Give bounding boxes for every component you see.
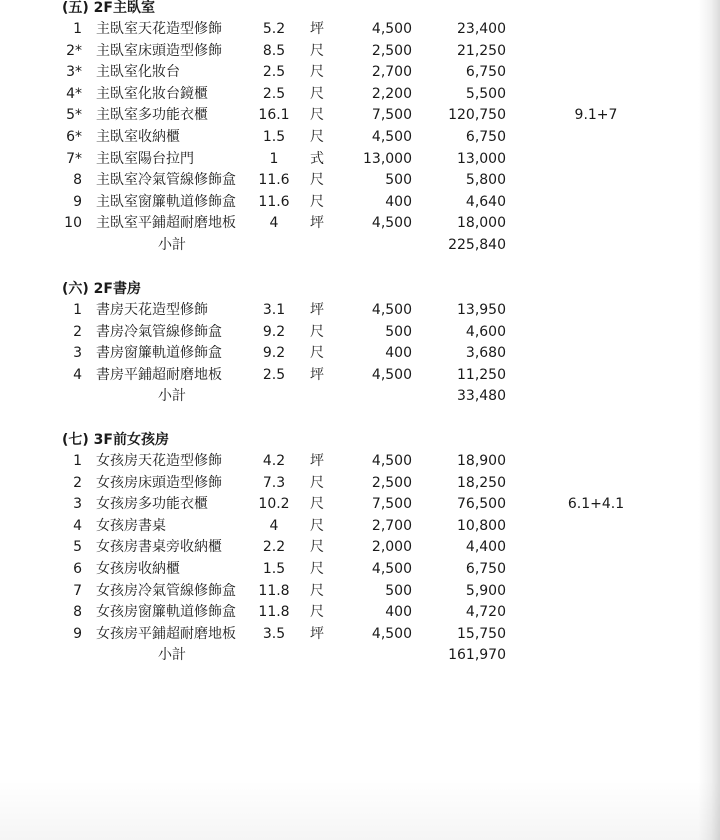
item-name: 書房天花造型修飾 xyxy=(96,302,208,318)
item-unit-price: 500 xyxy=(385,582,412,599)
item-unit-price: 7,500 xyxy=(371,496,412,513)
subtotal-row xyxy=(0,235,720,257)
subtotal-label: 小計 xyxy=(158,236,186,253)
item-unit: 尺 xyxy=(310,474,324,491)
item-number: 8 xyxy=(73,604,82,621)
subtotal-label: 小計 xyxy=(158,647,186,664)
item-number: 5 xyxy=(73,539,82,556)
item-number: 2 xyxy=(73,474,82,491)
item-amount: 5,900 xyxy=(465,582,506,599)
item-quantity: 9.2 xyxy=(262,345,286,362)
item-number: 6 xyxy=(73,560,82,577)
table-row xyxy=(0,105,720,127)
item-name: 女孩房書桌 xyxy=(96,517,166,534)
page-bottom-shade xyxy=(0,780,720,840)
item-number: 1 xyxy=(73,21,82,37)
item-quantity: 2.2 xyxy=(262,539,286,556)
item-note: 9.1+7 xyxy=(574,107,618,124)
item-amount: 6,750 xyxy=(465,64,506,81)
item-name: 主臥室收納櫃 xyxy=(96,128,180,145)
item-number: 3* xyxy=(66,64,82,81)
item-quantity: 11.8 xyxy=(258,582,290,599)
item-name: 主臥室多功能衣櫃 xyxy=(96,107,208,124)
table-row xyxy=(0,602,720,624)
page-edge-shadow xyxy=(698,0,720,840)
subtotal-row xyxy=(0,645,720,667)
item-unit: 尺 xyxy=(310,323,324,340)
item-unit: 坪 xyxy=(310,453,324,469)
table-row xyxy=(0,127,720,149)
item-number: 4 xyxy=(73,517,82,534)
subtotal-value: 225,840 xyxy=(448,236,506,253)
item-amount: 4,600 xyxy=(465,323,506,340)
item-quantity: 5.2 xyxy=(262,21,286,37)
item-amount: 10,800 xyxy=(457,517,506,534)
item-name: 書房冷氣管線修飾盒 xyxy=(96,323,222,340)
item-amount: 3,680 xyxy=(465,345,506,362)
item-number: 9 xyxy=(73,625,82,642)
table-row xyxy=(0,62,720,84)
item-amount: 18,250 xyxy=(457,474,506,491)
table-row xyxy=(0,322,720,344)
item-unit-price: 400 xyxy=(385,604,412,621)
table-row xyxy=(0,343,720,365)
item-unit: 坪 xyxy=(310,302,324,318)
item-amount: 5,500 xyxy=(465,85,506,102)
item-quantity: 1.5 xyxy=(262,128,286,145)
table-row xyxy=(0,537,720,559)
item-name: 書房平鋪超耐磨地板 xyxy=(96,366,222,383)
item-quantity: 1 xyxy=(269,150,279,167)
item-unit: 坪 xyxy=(310,215,324,232)
item-unit: 尺 xyxy=(310,560,324,577)
subtotal-row xyxy=(0,386,720,408)
subtotal-label: 小計 xyxy=(158,388,186,405)
item-amount: 18,000 xyxy=(457,215,506,232)
table-row xyxy=(0,494,720,516)
item-unit-price: 4,500 xyxy=(371,21,412,37)
item-unit: 尺 xyxy=(310,582,324,599)
item-name: 女孩房平鋪超耐磨地板 xyxy=(96,625,236,642)
item-unit-price: 2,000 xyxy=(371,539,412,556)
item-unit-price: 2,500 xyxy=(371,474,412,491)
item-amount: 5,800 xyxy=(465,172,506,189)
item-unit-price: 4,500 xyxy=(371,560,412,577)
item-unit-price: 4,500 xyxy=(371,128,412,145)
table-row xyxy=(0,516,720,538)
item-number: 4* xyxy=(66,85,82,102)
item-unit-price: 4,500 xyxy=(371,625,412,642)
item-quantity: 10.2 xyxy=(258,496,290,513)
item-quantity: 2.5 xyxy=(262,366,286,383)
item-amount: 18,900 xyxy=(457,453,506,469)
item-name: 女孩房多功能衣櫃 xyxy=(96,496,208,513)
item-name: 主臥室陽台拉門 xyxy=(96,150,194,167)
table-row xyxy=(0,84,720,106)
item-amount: 4,400 xyxy=(465,539,506,556)
item-quantity: 3.5 xyxy=(262,625,286,642)
item-name: 主臥室天花造型修飾 xyxy=(96,21,222,37)
item-number: 10 xyxy=(64,215,82,232)
item-unit-price: 4,500 xyxy=(371,366,412,383)
item-quantity: 11.6 xyxy=(258,172,290,189)
item-unit-price: 500 xyxy=(385,172,412,189)
item-unit: 尺 xyxy=(310,539,324,556)
item-number: 2 xyxy=(73,323,82,340)
table-row xyxy=(0,300,720,322)
item-amount: 11,250 xyxy=(457,366,506,383)
item-quantity: 2.5 xyxy=(262,85,286,102)
item-unit: 尺 xyxy=(310,172,324,189)
item-unit-price: 4,500 xyxy=(371,453,412,469)
item-name: 女孩房收納櫃 xyxy=(96,560,180,577)
item-amount: 13,950 xyxy=(457,302,506,318)
table-row xyxy=(0,581,720,603)
item-unit-price: 7,500 xyxy=(371,107,412,124)
item-unit-price: 2,700 xyxy=(371,517,412,534)
item-amount: 6,750 xyxy=(465,128,506,145)
item-number: 2* xyxy=(66,42,82,59)
item-quantity: 11.8 xyxy=(258,604,290,621)
item-unit: 尺 xyxy=(310,604,324,621)
item-amount: 76,500 xyxy=(457,496,506,513)
item-quantity: 8.5 xyxy=(262,42,286,59)
item-unit: 尺 xyxy=(310,42,324,59)
table-row xyxy=(0,473,720,495)
item-unit: 尺 xyxy=(310,85,324,102)
item-number: 1 xyxy=(73,453,82,469)
item-name: 主臥室化妝台 xyxy=(96,64,180,81)
item-unit: 式 xyxy=(310,150,324,167)
item-quantity: 9.2 xyxy=(262,323,286,340)
item-amount: 13,000 xyxy=(457,150,506,167)
item-name: 女孩房床頭造型修飾 xyxy=(96,474,222,491)
item-name: 女孩房天花造型修飾 xyxy=(96,453,222,469)
item-number: 1 xyxy=(73,302,82,318)
item-quantity: 1.5 xyxy=(262,560,286,577)
section-title: (七) 3F前女孩房 xyxy=(62,432,169,448)
table-row xyxy=(0,451,720,473)
item-number: 9 xyxy=(73,193,82,210)
item-number: 5* xyxy=(66,107,82,124)
item-unit: 尺 xyxy=(310,345,324,362)
item-unit-price: 13,000 xyxy=(363,150,412,167)
table-row xyxy=(0,19,720,41)
section-title: (六) 2F書房 xyxy=(62,281,141,297)
item-name: 主臥室冷氣管線修飾盒 xyxy=(96,172,236,189)
item-amount: 4,640 xyxy=(465,193,506,210)
item-unit-price: 400 xyxy=(385,345,412,362)
item-name: 女孩房窗簾軌道修飾盒 xyxy=(96,604,236,621)
table-row xyxy=(0,149,720,171)
item-quantity: 4 xyxy=(269,215,279,232)
item-unit-price: 4,500 xyxy=(371,302,412,318)
item-unit: 坪 xyxy=(310,366,324,383)
item-name: 女孩房冷氣管線修飾盒 xyxy=(96,582,236,599)
table-row xyxy=(0,559,720,581)
item-amount: 120,750 xyxy=(448,107,506,124)
item-name: 書房窗簾軌道修飾盒 xyxy=(96,345,222,362)
table-row xyxy=(0,624,720,646)
item-unit: 尺 xyxy=(310,128,324,145)
item-unit: 尺 xyxy=(310,517,324,534)
table-row xyxy=(0,213,720,235)
item-amount: 15,750 xyxy=(457,625,506,642)
item-unit-price: 2,200 xyxy=(371,85,412,102)
item-number: 6* xyxy=(66,128,82,145)
item-name: 主臥室床頭造型修飾 xyxy=(96,42,222,59)
subtotal-value: 33,480 xyxy=(457,388,506,405)
item-unit: 尺 xyxy=(310,107,324,124)
item-unit: 尺 xyxy=(310,193,324,210)
item-unit-price: 500 xyxy=(385,323,412,340)
item-list xyxy=(0,19,720,257)
item-quantity: 16.1 xyxy=(258,107,290,124)
table-row xyxy=(0,41,720,63)
item-number: 4 xyxy=(73,366,82,383)
item-number: 8 xyxy=(73,172,82,189)
item-number: 3 xyxy=(73,345,82,362)
item-unit: 尺 xyxy=(310,496,324,513)
item-amount: 21,250 xyxy=(457,42,506,59)
item-unit-price: 400 xyxy=(385,193,412,210)
item-quantity: 4.2 xyxy=(262,453,286,469)
item-name: 主臥室化妝台鏡櫃 xyxy=(96,85,208,102)
item-note: 6.1+4.1 xyxy=(567,496,625,513)
subtotal-value: 161,970 xyxy=(448,647,506,664)
item-number: 3 xyxy=(73,496,82,513)
item-amount: 4,720 xyxy=(465,604,506,621)
item-name: 主臥室窗簾軌道修飾盒 xyxy=(96,193,236,210)
item-unit: 坪 xyxy=(310,21,324,37)
section-title: (五) 2F主臥室 xyxy=(62,0,155,16)
item-unit-price: 2,500 xyxy=(371,42,412,59)
table-row xyxy=(0,170,720,192)
item-quantity: 2.5 xyxy=(262,64,286,81)
item-quantity: 7.3 xyxy=(262,474,286,491)
item-number: 7 xyxy=(73,582,82,599)
table-row xyxy=(0,192,720,214)
item-quantity: 11.6 xyxy=(258,193,290,210)
item-unit: 尺 xyxy=(310,64,324,81)
item-quantity: 4 xyxy=(269,517,279,534)
item-amount: 23,400 xyxy=(457,21,506,37)
item-list xyxy=(0,300,720,408)
item-unit-price: 2,700 xyxy=(371,64,412,81)
item-unit: 坪 xyxy=(310,625,324,642)
table-row xyxy=(0,365,720,387)
item-quantity: 3.1 xyxy=(262,302,286,318)
item-unit-price: 4,500 xyxy=(371,215,412,232)
item-number: 7* xyxy=(66,150,82,167)
item-name: 主臥室平鋪超耐磨地板 xyxy=(96,215,236,232)
item-amount: 6,750 xyxy=(465,560,506,577)
item-name: 女孩房書桌旁收納櫃 xyxy=(96,539,222,556)
item-list xyxy=(0,451,720,667)
